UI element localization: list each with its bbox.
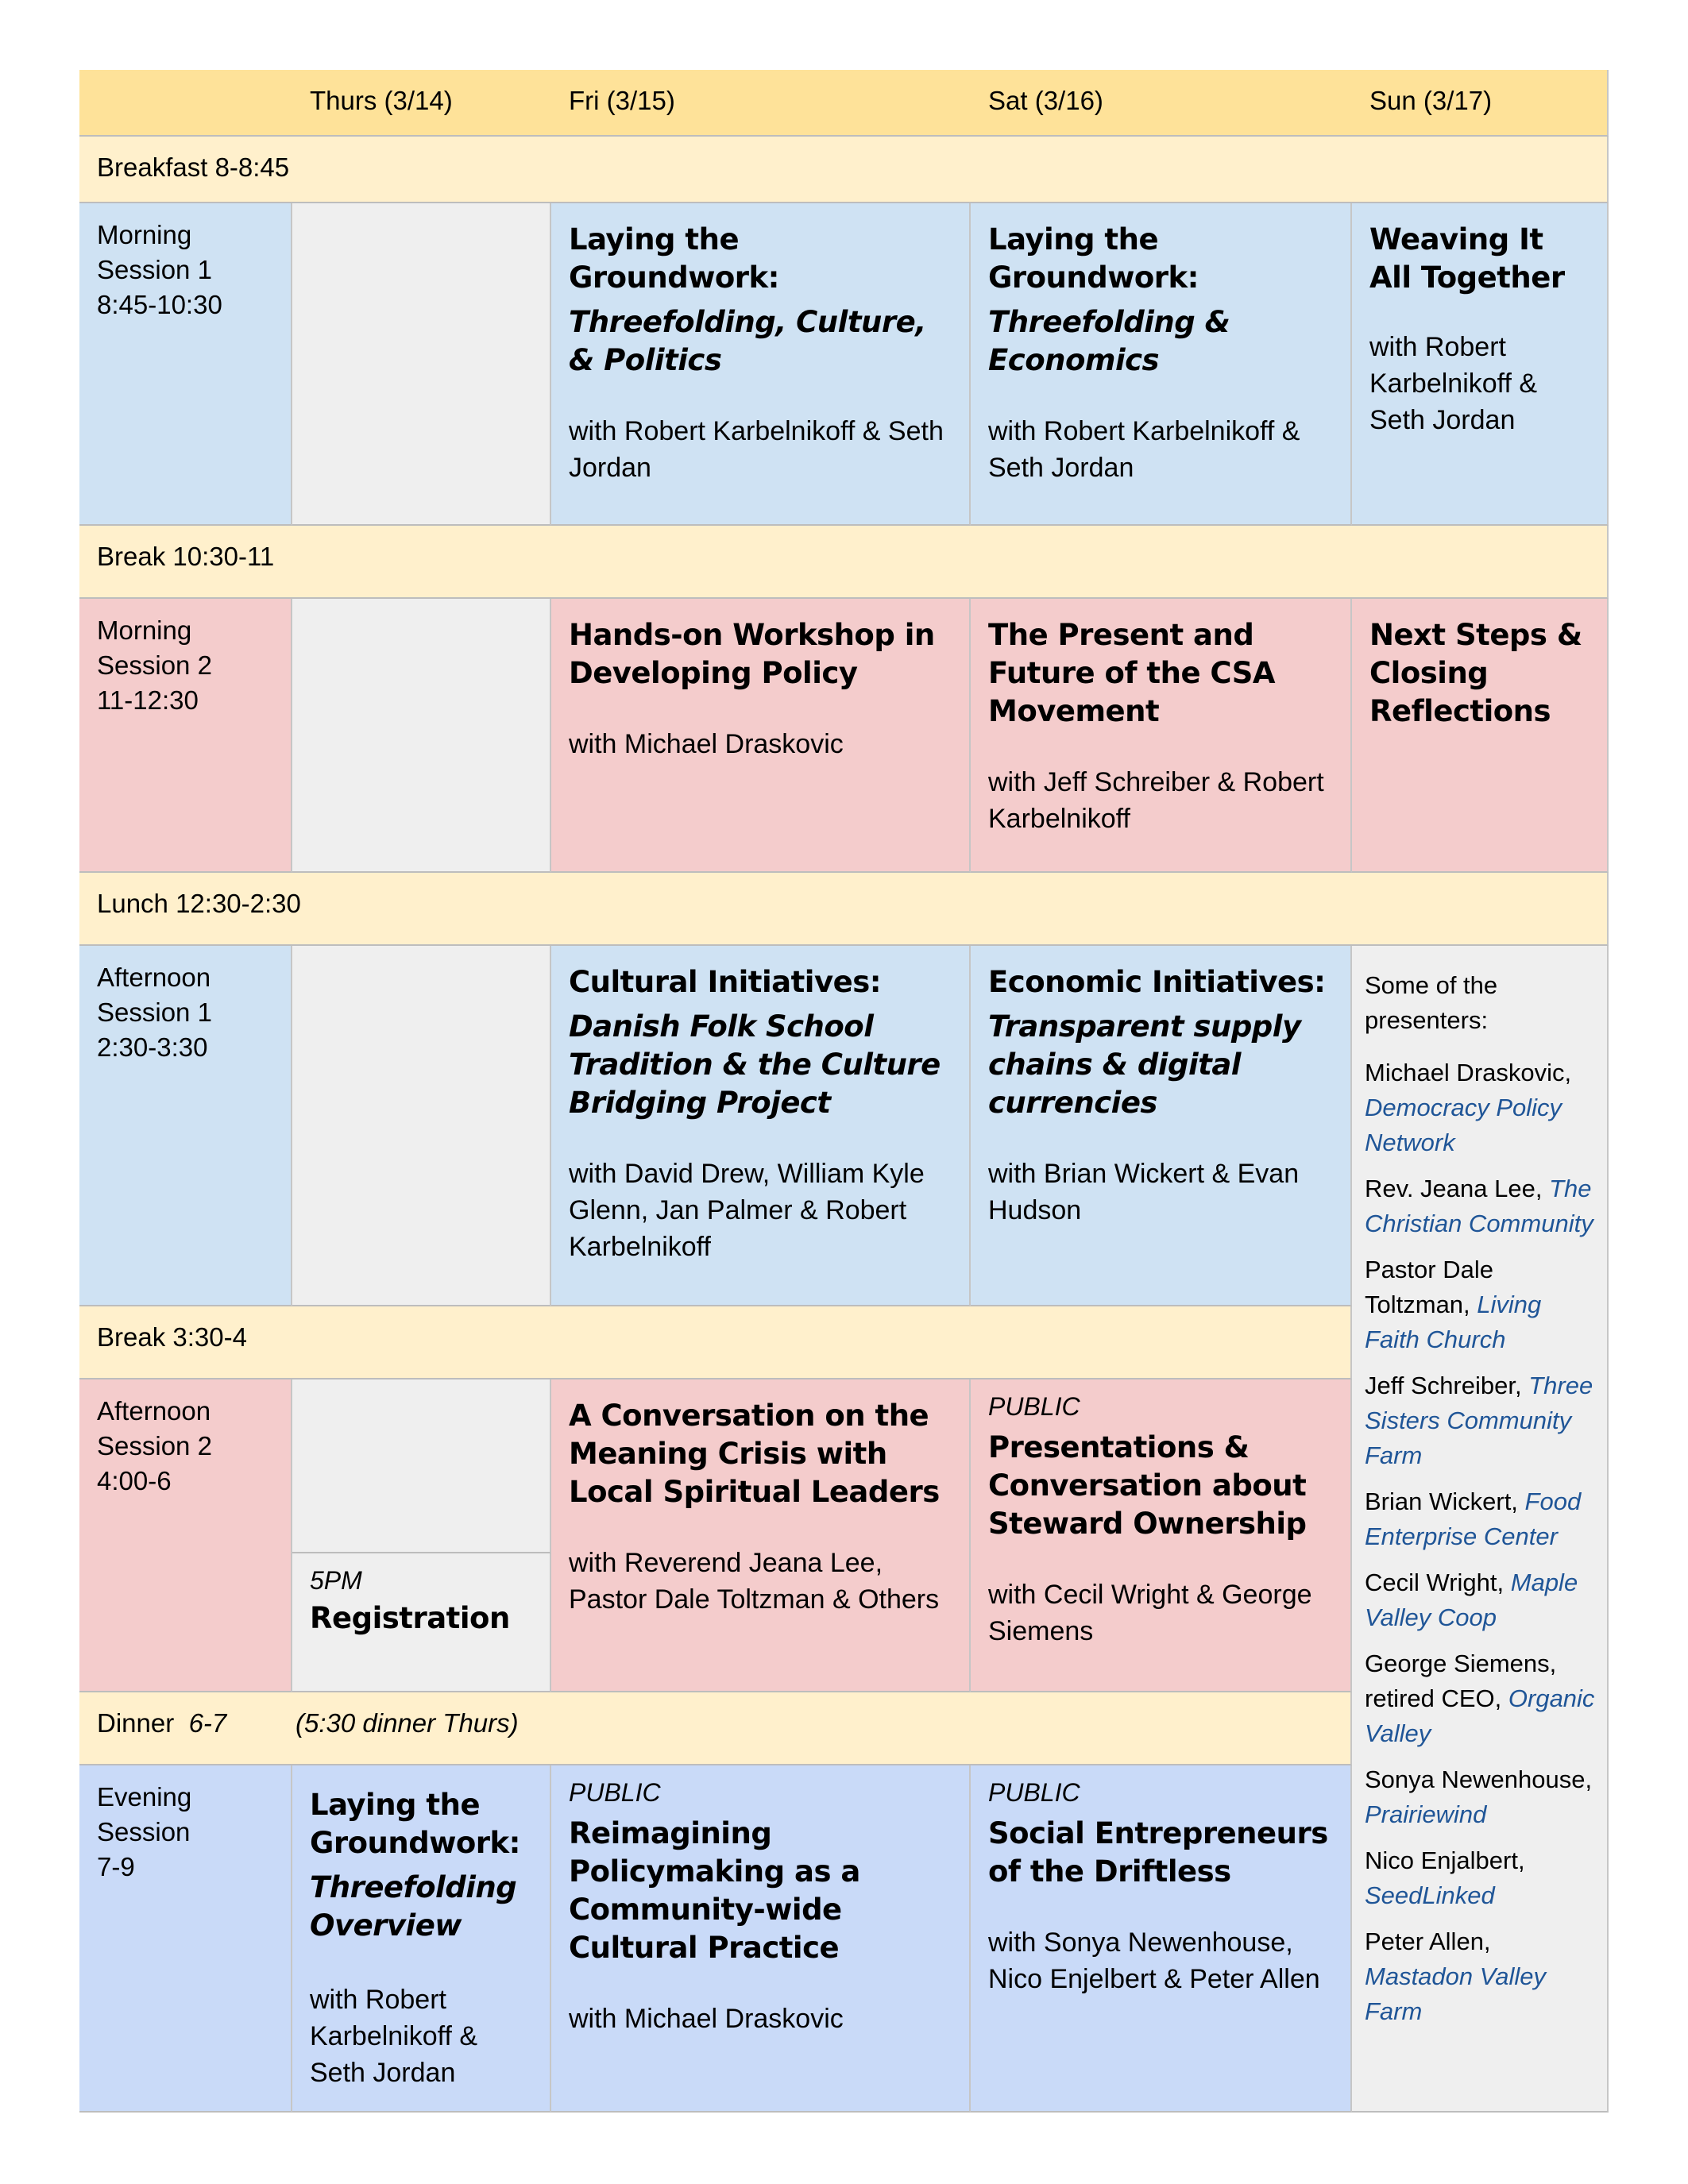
session-presenters: with Michael Draskovic: [569, 2004, 844, 2034]
morning1-label-cell: [79, 203, 292, 526]
presenter-item: [1365, 1484, 1599, 1554]
presenter-item: [1365, 1252, 1599, 1357]
afternoon1-label: [97, 960, 212, 1065]
presenter-org: Mastadon Valley Farm: [1365, 1962, 1547, 2025]
label-line: Session 2: [97, 1431, 212, 1461]
presenter-item: [1365, 1646, 1599, 1751]
evening-label-cell: [79, 1765, 292, 2113]
break1-row: [79, 526, 1609, 599]
afternoon1-sat-session: [971, 946, 1352, 1306]
session-subtitle: Threefolding, Culture, & Politics: [569, 305, 926, 377]
presenter-item: [1365, 1565, 1599, 1635]
presenter-org: SeedLinked: [1365, 1881, 1495, 1909]
presenter-item: [1365, 1762, 1599, 1832]
breakfast-row: [79, 137, 1609, 203]
public-tag: PUBLIC: [988, 1778, 1080, 1807]
presenter-org: Food Enterprise Center: [1365, 1488, 1582, 1550]
morning2-fri-session: [551, 599, 971, 873]
morning2-sat-session: [971, 599, 1352, 873]
presenter-item: [1365, 1171, 1599, 1241]
breakfast-label: Breakfast 8-8:45: [97, 152, 290, 182]
session-presenters: with Cecil Wright & George Siemens: [988, 1580, 1312, 1646]
presenter-org: Organic Valley: [1365, 1684, 1595, 1747]
session-presenters: with Robert Karbelnikoff & Seth Jordan: [988, 416, 1300, 483]
session-subtitle: Danish Folk School Tradition & the Culture Bridging Project: [569, 1009, 941, 1120]
presenter-org: Three Sisters Community Farm: [1365, 1372, 1593, 1469]
label-line: Afternoon: [97, 963, 211, 992]
presenter-name: Brian Wickert,: [1365, 1488, 1525, 1515]
session-title: Laying the Groundwork:: [569, 222, 779, 295]
session-title: Cultural Initiatives:: [569, 965, 882, 999]
session-presenters: with Jeff Schreiber & Robert Karbelnikoff: [988, 767, 1324, 834]
presenter-name: Peter Allen,: [1365, 1927, 1491, 1955]
label-line: Session 1: [97, 255, 212, 284]
session-title: Economic Initiatives:: [988, 965, 1326, 999]
label-line: Morning: [97, 220, 192, 249]
session-title: The Present and Future of the CSA Movement: [988, 618, 1276, 728]
label-time: 8:45-10:30: [97, 290, 222, 319]
morning1-thurs-empty: [292, 203, 551, 526]
morning1-sat-session: [971, 203, 1352, 526]
session-presenters: with Robert Karbelnikoff & Seth Jordan: [1369, 332, 1538, 435]
session-title: Social Entrepreneurs of the Driftless: [988, 1816, 1328, 1889]
label-time: 4:00-6: [97, 1466, 172, 1495]
session-presenters: with Reverend Jeana Lee, Pastor Dale Toltzman & Others: [569, 1548, 940, 1615]
header-fri: Fri (3/15): [569, 86, 675, 115]
morning2-label: [97, 613, 212, 718]
session-title: Laying the Groundwork:: [310, 1788, 520, 1860]
dinner-time: 6-7: [188, 1708, 227, 1738]
session-presenters: with Sonya Newenhouse, Nico Enjelbert & Peter Allen: [988, 1927, 1320, 1994]
presenter-org: Maple Valley Coop: [1365, 1569, 1578, 1631]
session-title: Next Steps & Closing Reflections: [1369, 618, 1582, 728]
session-subtitle: Transparent supply chains & digital currencies: [988, 1009, 1301, 1120]
registration-time: 5PM: [310, 1566, 362, 1595]
public-tag: PUBLIC: [988, 1392, 1080, 1421]
evening-fri-session: [551, 1765, 971, 2113]
presenter-name: Nico Enjalbert,: [1365, 1846, 1525, 1874]
morning1-sun-session: [1352, 203, 1609, 526]
afternoon2-sat-session: [971, 1379, 1352, 1692]
session-title: Laying the Groundwork:: [988, 222, 1199, 295]
presenter-item: [1365, 1843, 1599, 1913]
header-sun: Sun (3/17): [1369, 86, 1493, 115]
session-presenters: with Robert Karbelnikoff & Seth Jordan: [569, 416, 944, 483]
presenter-org: Prairiewind: [1365, 1800, 1487, 1828]
break2-label: Break 3:30-4: [97, 1322, 247, 1352]
morning1-label: [97, 218, 222, 322]
session-title: Presentations & Conversation about Steward Ownership: [988, 1430, 1307, 1541]
presenter-name: George Siemens, retired CEO,: [1365, 1650, 1557, 1712]
presenter-name: Pastor Dale Toltzman,: [1365, 1256, 1493, 1318]
session-presenters: with Brian Wickert & Evan Hudson: [988, 1159, 1300, 1225]
header-thurs: Thurs (3/14): [310, 86, 453, 115]
evening-sat-session: [971, 1765, 1352, 2113]
presenter-item: [1365, 1924, 1599, 2029]
label-line: Session 2: [97, 650, 212, 680]
afternoon2-thurs-empty: [292, 1379, 551, 1553]
afternoon1-fri-session: [551, 946, 971, 1306]
evening-thurs-session: [292, 1765, 551, 2113]
morning1-fri-session: [551, 203, 971, 526]
session-presenters: with Robert Karbelnikoff & Seth Jordan: [310, 1985, 478, 2088]
break2-row: [79, 1306, 1352, 1379]
presenter-name: Michael Draskovic,: [1365, 1059, 1572, 1086]
afternoon1-label-cell: [79, 946, 292, 1306]
evening-label: [97, 1780, 191, 1885]
morning2-thurs-empty: [292, 599, 551, 873]
label-time: 7-9: [97, 1852, 135, 1881]
session-subtitle: Threefolding & Economics: [988, 305, 1230, 377]
dinner-label: [97, 1708, 226, 1738]
afternoon2-fri-session: [551, 1379, 971, 1692]
afternoon2-label: [97, 1394, 212, 1499]
presenter-name: Rev. Jeana Lee,: [1365, 1175, 1550, 1202]
dinner-row: [79, 1692, 1352, 1765]
session-subtitle: Threefolding Overview: [310, 1870, 517, 1943]
presenter-org: The Christian Community: [1365, 1175, 1593, 1237]
label-line: Evening: [97, 1782, 192, 1812]
public-tag: PUBLIC: [569, 1778, 661, 1807]
session-title: A Conversation on the Meaning Crisis with Local Spiritual Leaders: [569, 1399, 940, 1509]
session-title: Reimagining Policymaking as a Community-wide Cultural Practice: [569, 1816, 860, 1965]
afternoon1-thurs-empty: [292, 946, 551, 1306]
dinner-note: (5:30 dinner Thurs): [295, 1708, 519, 1738]
session-presenters: with Michael Draskovic: [569, 729, 844, 759]
lunch-row: [79, 873, 1609, 946]
presenters-intro: Some of the presenters:: [1365, 971, 1498, 1034]
header-sat: Sat (3/16): [988, 86, 1103, 115]
session-presenters: with David Drew, William Kyle Glenn, Jan Palmer & Robert Karbelnikoff: [569, 1159, 925, 1262]
label-time: 2:30-3:30: [97, 1032, 208, 1062]
presenters-cell: [1352, 946, 1609, 2113]
presenter-name: Jeff Schreiber,: [1365, 1372, 1529, 1399]
session-title: Hands-on Workshop in Developing Policy: [569, 618, 935, 690]
registration-cell: [292, 1553, 551, 1692]
break1-label: Break 10:30-11: [97, 542, 275, 571]
session-title: Weaving It All Together: [1369, 222, 1565, 295]
presenter-org: Living Faith Church: [1365, 1291, 1542, 1353]
label-line: Morning: [97, 615, 192, 645]
dinner-label-text: Dinner: [97, 1708, 189, 1738]
label-time: 11-12:30: [97, 685, 199, 715]
presenter-item: [1365, 1055, 1599, 1160]
registration-title: Registration: [310, 1601, 510, 1635]
morning2-label-cell: [79, 599, 292, 873]
presenter-name: Sonya Newenhouse,: [1365, 1765, 1593, 1793]
label-line: Session: [97, 1817, 191, 1846]
presenter-item: [1365, 1368, 1599, 1473]
label-line: Afternoon: [97, 1396, 211, 1426]
presenter-name: Cecil Wright,: [1365, 1569, 1511, 1596]
afternoon2-label-cell: [79, 1379, 292, 1692]
morning2-sun-session: [1352, 599, 1609, 873]
lunch-label: Lunch 12:30-2:30: [97, 889, 301, 918]
label-line: Session 1: [97, 997, 212, 1027]
presenter-org: Democracy Policy Network: [1365, 1094, 1562, 1156]
